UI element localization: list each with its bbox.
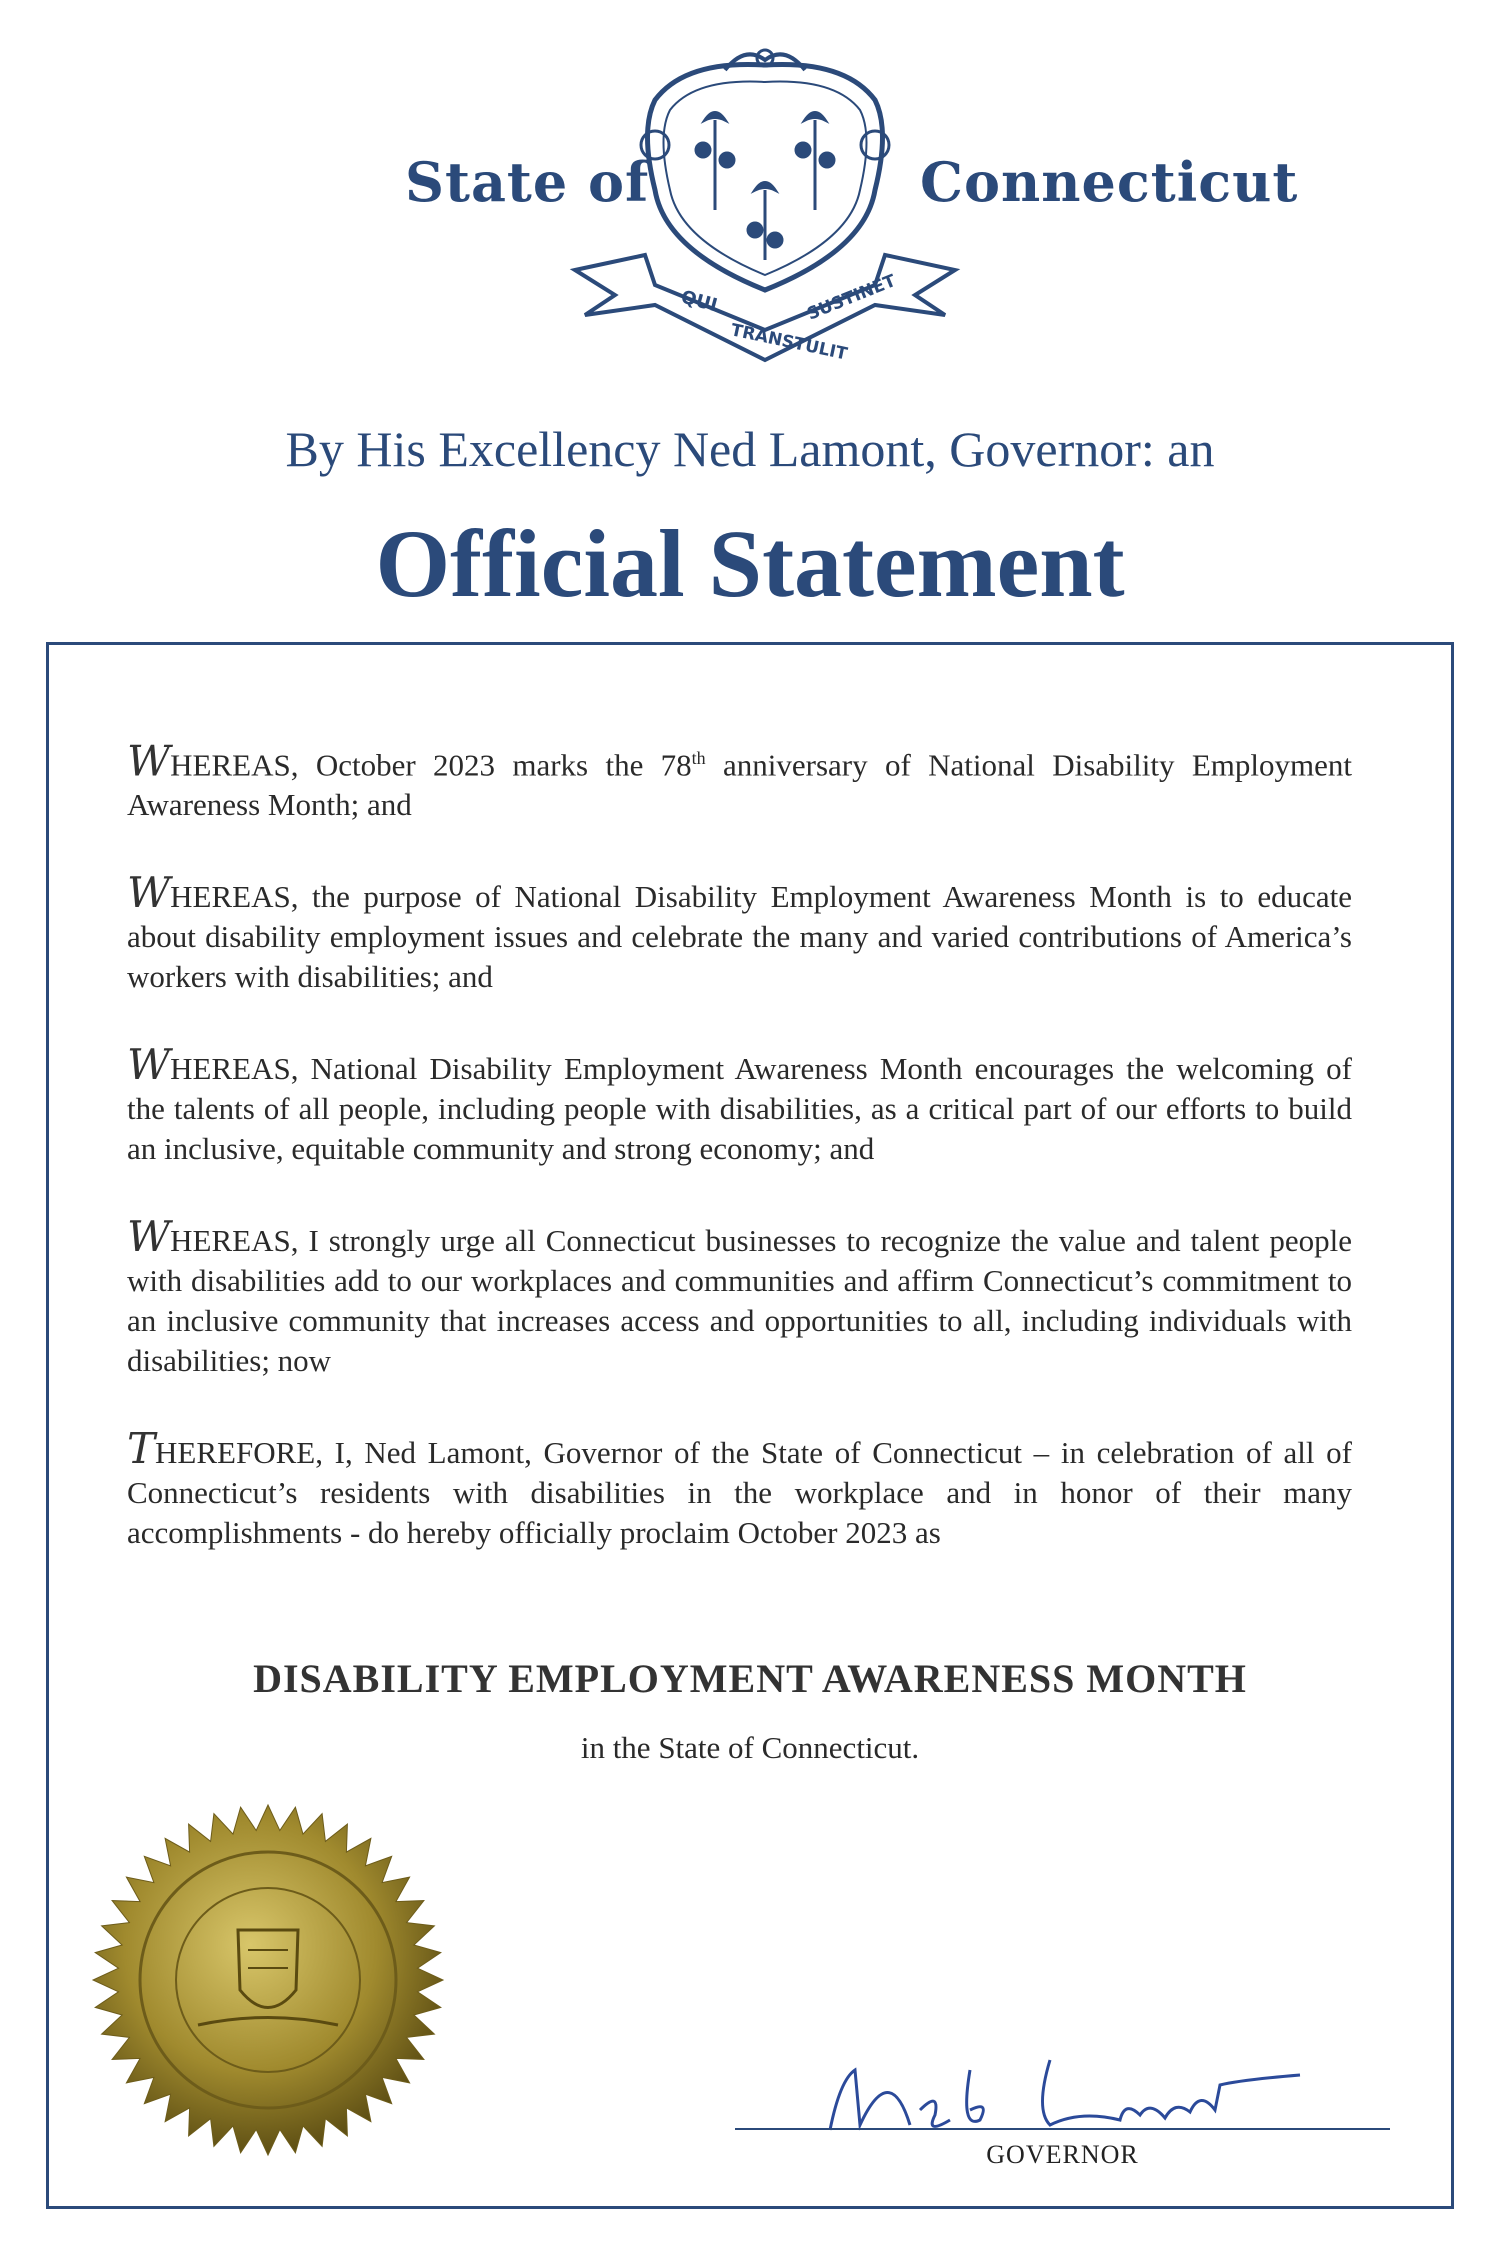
paragraph-text: HEREAS, National Disability Employment Awareness Month encourages the welcoming of the talents of all people, including people with disabilities, as a critical part of our efforts to build an inclusive, equitable community and strong economy; and [127, 1051, 1352, 1167]
gold-seal-icon [88, 1800, 448, 2160]
connecticut-crest-icon [545, 40, 985, 390]
dropcap: W [127, 868, 171, 918]
governor-signature [820, 2040, 1320, 2150]
dropcap: W [127, 736, 171, 786]
ordinal-suffix: th [691, 748, 706, 768]
dropcap: T [127, 1424, 156, 1474]
governor-byline: By His Excellency Ned Lamont, Governor: an [285, 421, 1215, 477]
connecticut-label: Connecticut [920, 150, 1299, 214]
whereas-paragraph-4 [127, 1212, 1352, 1381]
whereas-paragraph-2 [127, 868, 1352, 997]
paragraph-text: HEREAS, October 2023 marks the 78 [170, 747, 692, 783]
therefore-paragraph [127, 1424, 1352, 1553]
whereas-paragraph-1 [127, 738, 1352, 825]
motto-transtulit: TRANSTULIT [728, 320, 849, 365]
whereas-paragraph-3 [127, 1040, 1352, 1169]
proclamation-heading: DISABILITY EMPLOYMENT AWARENESS MONTH [253, 1656, 1247, 1701]
paragraph-text: HEREAS, the purpose of National Disability Employment Awareness Month is to educate about disability employment issues and celebrate the many and varied contributions of America’s workers with disabilities; and [127, 879, 1352, 995]
signature-title: GOVERNOR [986, 2140, 1139, 2169]
motto-sustinet: SUSTINET [804, 271, 899, 325]
statement-body [127, 738, 1352, 1601]
document-title: Official Statement [375, 510, 1125, 617]
dropcap: W [127, 1040, 171, 1090]
signature-line [735, 2128, 1390, 2130]
state-of-label: State of [405, 150, 650, 214]
proclamation-subtitle: in the State of Connecticut. [580, 1730, 920, 1765]
dropcap: W [127, 1212, 171, 1262]
paragraph-text: HEREAS, I strongly urge all Connecticut businesses to recognize the value and talent people with disabilities add to our workplaces and communities and affirm Connecticut’s commitment to an inclusive community that increases access and opportunities to all, including individuals with disabilities; now [127, 1223, 1352, 1379]
letterhead [0, 0, 1500, 640]
paragraph-text-rest: anniversary of National Disability Employment Awareness Month; and [127, 747, 1352, 823]
paragraph-text: HEREFORE, I, Ned Lamont, Governor of the State of Connecticut – in celebration of all of Connecticut’s residents with disabilities in the workplace and in honor of their many accomplishments - do hereby officially proclaim October 2023 as [127, 1435, 1352, 1551]
motto-qui: QUI [678, 286, 720, 317]
